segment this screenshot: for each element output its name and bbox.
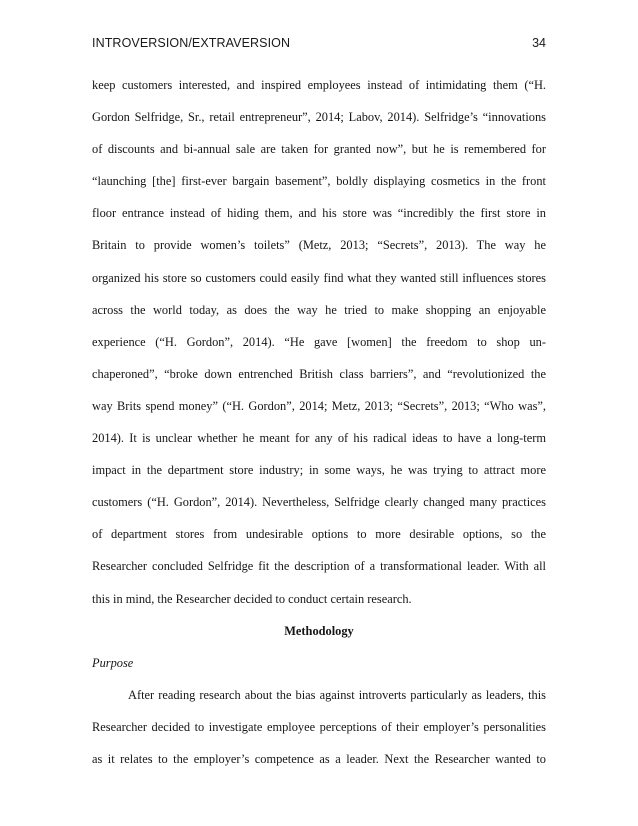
text-line: this in mind, the Researcher decided to conduct certain research. [92, 591, 412, 606]
body-text [92, 69, 546, 775]
running-head: INTROVERSION/EXTRAVERSION [92, 36, 291, 50]
text-line: of department stores from undesirable options to more desirable options, so the [92, 527, 546, 542]
text-line: Researcher decided to investigate employee perceptions of their employer’s personalities [92, 719, 546, 734]
text-line: Researcher concluded Selfridge fit the description of a transformational leader. With all [92, 559, 546, 574]
text-line: as it relates to the employer’s competence as a leader. Next the Researcher wanted to [92, 751, 546, 766]
section-heading: Methodology [284, 623, 354, 638]
text-line: of discounts and bi-annual sale are taken for granted now”, but he is remembered for [92, 142, 546, 157]
text-line: experience (“H. Gordon”, 2014). “He gave [women] the freedom to shop un- [92, 334, 546, 349]
text-line: floor entrance instead of hiding them, and his store was “incredibly the first store in [92, 206, 546, 221]
text-line: 2014). It is unclear whether he meant for any of his radical ideas to have a long-term [92, 431, 546, 446]
page-number: 34 [532, 36, 546, 50]
text-line: impact in the department store industry; in some ways, he was trying to attract more [92, 463, 546, 478]
text-line: “launching [the] first-ever bargain basement”, boldly displaying cosmetics in the front [92, 174, 546, 189]
text-line: way Brits spend money” (“H. Gordon”, 2014; Metz, 2013; “Secrets”, 2013; “Who was”, [92, 398, 546, 413]
text-line: customers (“H. Gordon”, 2014). Nevertheless, Selfridge clearly changed many practices [92, 495, 546, 510]
subsection-heading: Purpose [92, 655, 134, 670]
text-line: After reading research about the bias against introverts particularly as leaders, this [128, 687, 546, 702]
text-line: keep customers interested, and inspired employees instead of intimidating them (“H. [92, 78, 546, 92]
text-line: Britain to provide women’s toilets” (Metz, 2013; “Secrets”, 2013). The way he [92, 238, 546, 253]
page-header [92, 36, 546, 54]
text-line: Gordon Selfridge, Sr., retail entrepreneur”, 2014; Labov, 2014). Selfridge’s “innovations [92, 110, 546, 125]
text-line: chaperoned”, “broke down entrenched British class barriers”, and “revolutionized the [92, 366, 546, 381]
text-line: across the world today, as does the way he tried to make shopping an enjoyable [92, 302, 546, 317]
text-line: organized his store so customers could easily find what they wanted still influences stores [92, 270, 546, 285]
